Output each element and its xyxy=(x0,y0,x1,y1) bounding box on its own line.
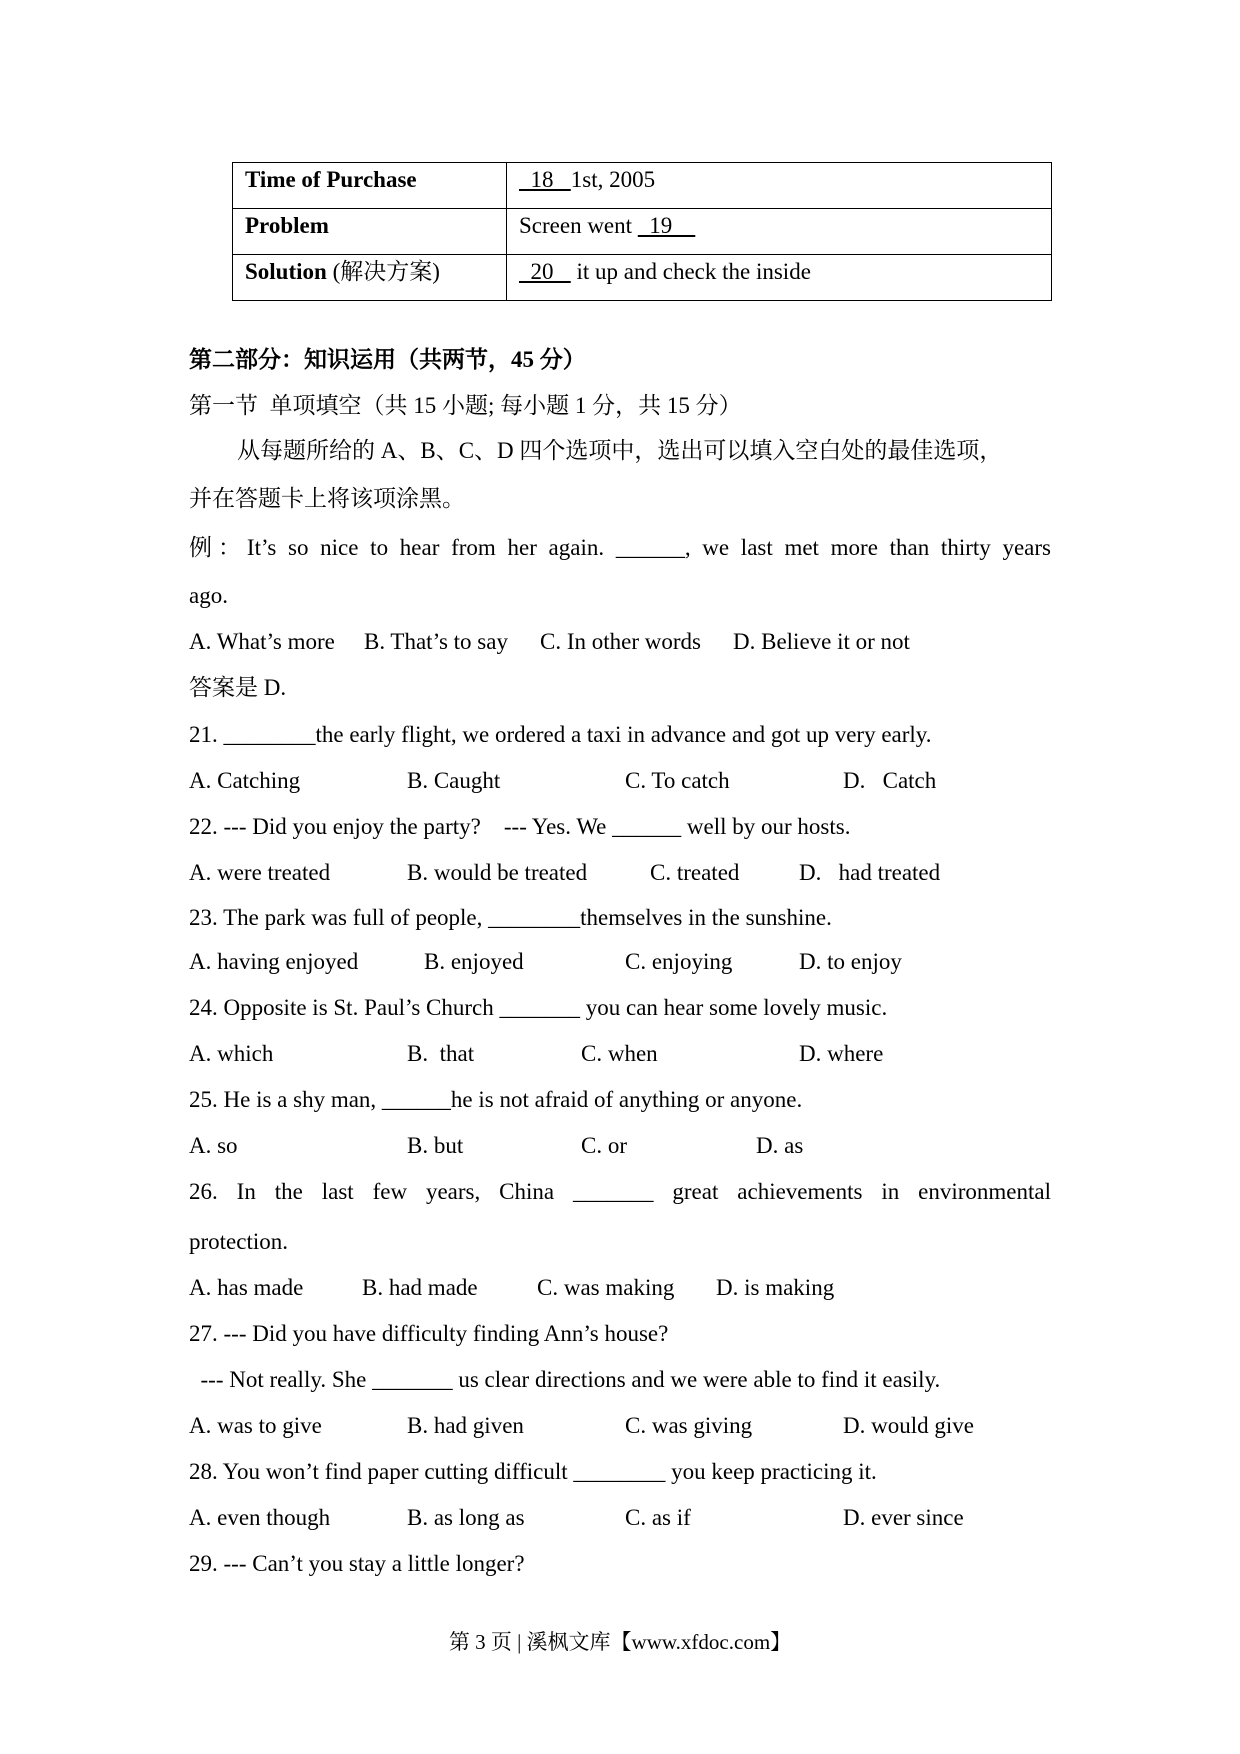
q24-option-a: A. which xyxy=(189,1041,274,1066)
q23-option-c: C. enjoying xyxy=(625,949,733,974)
example-question-line-1: 例：It’s so nice to hear from her again. ______, we last met more than thirty years xyxy=(189,535,1051,560)
section-title: 第二部分：知识运用（共两节，45 分） xyxy=(189,347,586,372)
instruction-line-2: 并在答题卡上将该项涂黑。 xyxy=(189,486,465,511)
q27-option-c: C. was giving xyxy=(625,1413,753,1438)
blank-19: 19 xyxy=(637,213,696,238)
table-value-cell xyxy=(507,163,1052,209)
q26-option-b: B. had made xyxy=(362,1275,478,1300)
row-label-note: (解决方案) xyxy=(326,259,440,284)
question-27-line-2: --- Not really. She _______ us clear directions and we were able to find it easily. xyxy=(189,1367,941,1392)
example-option-b: B. That’s to say xyxy=(364,629,508,654)
q21-option-d: D. Catch xyxy=(843,768,937,793)
q22-option-c: C. treated xyxy=(650,860,740,885)
table-row xyxy=(233,163,1052,209)
q27-option-a: A. was to give xyxy=(189,1413,322,1438)
table-value-cell xyxy=(507,255,1052,301)
question-21: 21. ________the early flight, we ordered a taxi in advance and got up very early. xyxy=(189,722,932,747)
question-28: 28. You won’t find paper cutting difficult ________ you keep practicing it. xyxy=(189,1459,877,1484)
table-value-cell xyxy=(507,209,1052,255)
question-23: 23. The park was full of people, ________themselves in the sunshine. xyxy=(189,905,832,930)
value-text: Screen went xyxy=(519,213,638,238)
question-26-line-2: protection. xyxy=(189,1229,288,1254)
row-label: Solution xyxy=(245,259,327,284)
q28-option-c: C. as if xyxy=(625,1505,691,1530)
q23-option-b: B. enjoyed xyxy=(424,949,524,974)
question-25: 25. He is a shy man, ______he is not afraid of anything or anyone. xyxy=(189,1087,803,1112)
q27-option-d: D. would give xyxy=(843,1413,974,1438)
instruction-line-1: 从每题所给的 A、B、C、D 四个选项中，选出可以填入空白处的最佳选项， xyxy=(237,438,1003,463)
q27-option-b: B. had given xyxy=(407,1413,524,1438)
example-option-a: A. What’s more xyxy=(189,629,335,654)
q23-option-a: A. having enjoyed xyxy=(189,949,359,974)
question-26-line-1: 26. In the last few years, China _______ great achievements in environmental xyxy=(189,1179,1051,1204)
question-24: 24. Opposite is St. Paul’s Church _______ you can hear some lovely music. xyxy=(189,995,888,1020)
row-label: Problem xyxy=(245,213,329,238)
row-label: Time of Purchase xyxy=(245,167,417,192)
table-label-cell xyxy=(233,163,507,209)
q26-option-a: A. has made xyxy=(189,1275,304,1300)
q24-option-c: C. when xyxy=(581,1041,658,1066)
example-option-c: C. In other words xyxy=(540,629,701,654)
table-label-cell xyxy=(233,209,507,255)
q22-option-a: A. were treated xyxy=(189,860,331,885)
blank-20: 20 xyxy=(519,259,571,284)
q25-option-d: D. as xyxy=(756,1133,804,1158)
blank-18: 18 xyxy=(519,167,571,192)
q24-option-d: D. where xyxy=(799,1041,884,1066)
table-row xyxy=(233,209,1052,255)
page-footer: 第 3 页 | 溪枫文库【www.xfdoc.com】 xyxy=(448,1630,792,1654)
question-29: 29. --- Can’t you stay a little longer? xyxy=(189,1551,525,1576)
q28-option-b: B. as long as xyxy=(407,1505,525,1530)
question-27-line-1: 27. --- Did you have difficulty finding Ann’s house? xyxy=(189,1321,669,1346)
q23-option-d: D. to enjoy xyxy=(799,949,902,974)
q25-option-c: C. or xyxy=(581,1133,627,1158)
section-subtitle: 第一节 单项填空（共 15 小题; 每小题 1 分，共 15 分） xyxy=(189,393,742,418)
question-22: 22. --- Did you enjoy the party? --- Yes. We ______ well by our hosts. xyxy=(189,814,851,839)
q26-option-d: D. is making xyxy=(716,1275,835,1300)
example-option-d: D. Believe it or not xyxy=(733,629,910,654)
q25-option-a: A. so xyxy=(189,1133,238,1158)
q22-option-d: D. had treated xyxy=(799,860,941,885)
example-answer: 答案是 D. xyxy=(189,675,287,700)
q24-option-b: B. that xyxy=(407,1041,475,1066)
table-label-cell xyxy=(233,255,507,301)
q21-option-b: B. Caught xyxy=(407,768,501,793)
value-text: 1st, 2005 xyxy=(570,167,656,192)
table-row xyxy=(233,255,1052,301)
q28-option-a: A. even though xyxy=(189,1505,331,1530)
value-text: it up and check the inside xyxy=(570,259,811,284)
q22-option-b: B. would be treated xyxy=(407,860,588,885)
q26-option-c: C. was making xyxy=(537,1275,675,1300)
example-question-line-2: ago. xyxy=(189,583,228,608)
q21-option-c: C. To catch xyxy=(625,768,730,793)
info-table xyxy=(232,162,1052,301)
q25-option-b: B. but xyxy=(407,1133,464,1158)
q21-option-a: A. Catching xyxy=(189,768,301,793)
q28-option-d: D. ever since xyxy=(843,1505,964,1530)
